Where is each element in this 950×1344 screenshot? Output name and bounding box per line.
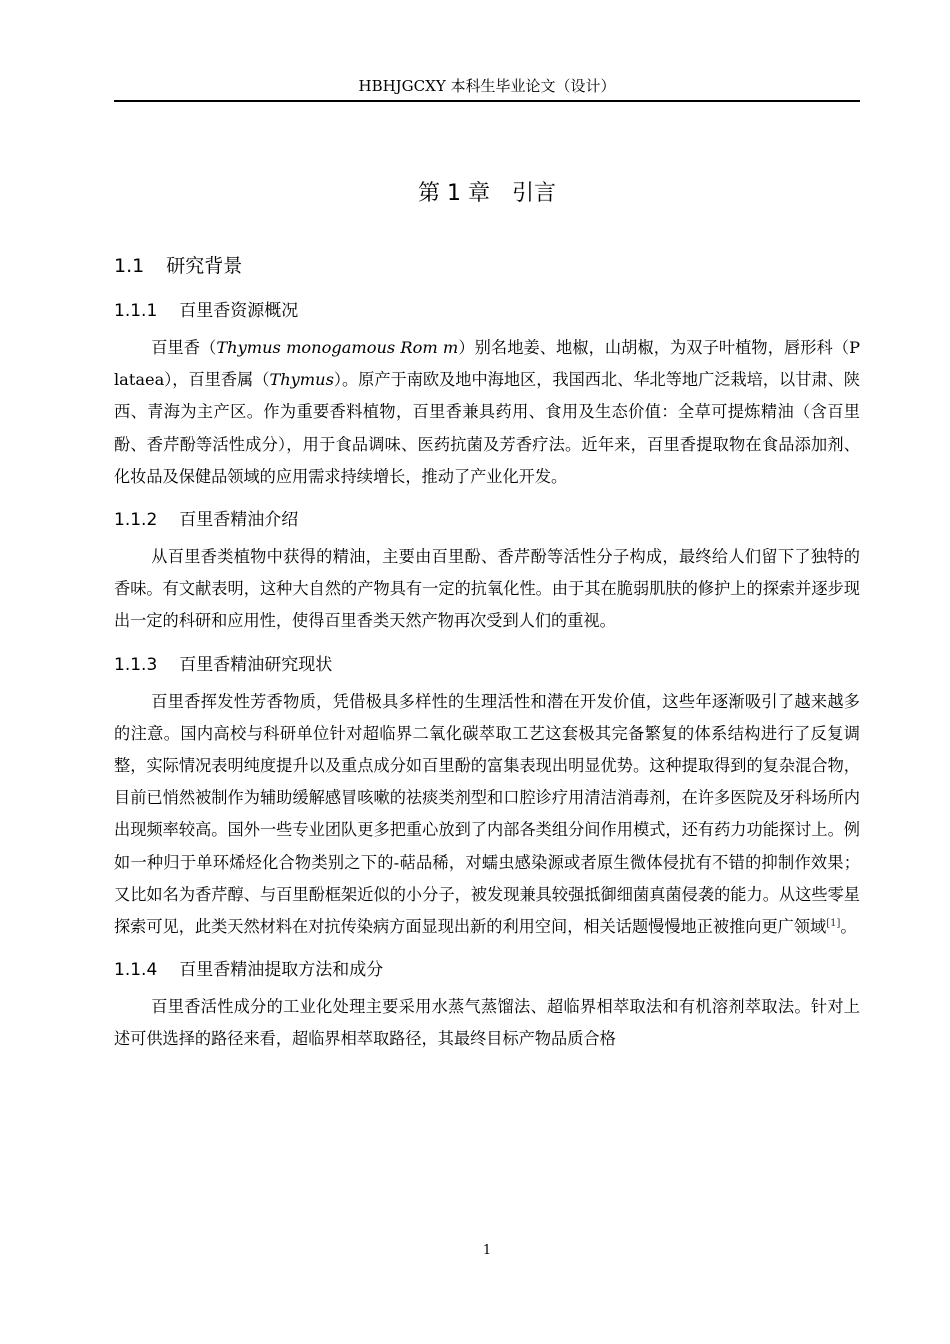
- subsection-heading-1-1-1: [114, 294, 860, 328]
- subsection-number: 1.1.1: [114, 301, 158, 321]
- section-title: 研究背景: [166, 255, 243, 277]
- citation-reference[interactable]: [1]: [826, 918, 841, 930]
- subsection-heading-1-1-4: [114, 953, 860, 987]
- running-header: HBHJGCXY 本科生毕业论文（设计）: [358, 77, 616, 95]
- subsection-title: 百里香精油提取方法和成分: [179, 960, 384, 981]
- subsection-heading-1-1-3: [114, 648, 860, 682]
- subsection-number: 1.1.4: [114, 960, 158, 981]
- header-rule: [114, 100, 860, 102]
- chapter-title: 第 1 章 引言: [418, 181, 556, 206]
- section-number: 1.1: [114, 255, 145, 277]
- subsection-title: 百里香精油介绍: [179, 510, 299, 531]
- text-run: 。: [840, 917, 857, 937]
- subsection-number: 1.1.2: [114, 510, 158, 531]
- subsection-title: 百里香资源概况: [179, 301, 299, 321]
- paragraph-1-1-1: [114, 332, 860, 493]
- paragraph-1-1-3: [114, 686, 860, 944]
- section-heading-1-1: [114, 248, 860, 284]
- main-content: [114, 248, 860, 1066]
- text-run: 百里香（: [151, 338, 217, 357]
- subsection-heading-1-1-2: [114, 503, 860, 537]
- subsection-title: 百里香精油研究现状: [179, 654, 333, 675]
- text-run: ）。原产于南欧及地中海地区，我国西北、华北等地广泛栽培，以甘肃、陕西、青海为主产区。作为重要香料植物，百里香兼具药用、食用及生态价值：全草可提炼精油（含百里酚、香芹酚等活性成分），用于食品调味、医药抗菌及芳香疗法。近年来，百里香提取物在食品添加剂、化妆品及保健品领域的应用需求持续增长，推动了产业化开发。: [114, 370, 860, 486]
- text-run: 百里香挥发性芳香物质，凭借极具多样性的生理活性和潜在开发价值，这些年逐渐吸引了越来越多的注意。国内高校与科研单位针对超临界二氧化碳萃取工艺这套极其完备繁复的体系结构进行了反复调整，实际情况表明纯度提升以及重点成分如百里酚的富集表现出明显优势。这种提取得到的复杂混合物，目前已悄然被制作为辅助缓解感冒咳嗽的祛痰类剂型和口腔诊疗用清洁消毒剂，在许多医院及牙科场所内出现频率较高。国外一些专业团队更多把重心放到了内部各类组分间作用模式，还有药力功能探讨上。例如一种归于单环烯烃化合物类别之下的-萜品稀，对蠕虫感染源或者原生微体侵扰有不错的抑制作效果；又比如名为香芹醇、与百里酚框架近似的小分子，被发现兼具较强抵御细菌真菌侵袭的能力。从这些零星探索可见，此类天然材料在对抗传染病方面显现出新的利用空间，相关话题慢慢地正被推向更广领域: [114, 691, 860, 937]
- paragraph-1-1-2: 从百里香类植物中获得的精油，主要由百里酚、香芹酚等活性分子构成，最终给人们留下了独特的香味。有文献表明，这种大自然的产物具有一定的抗氧化性。由于其在脆弱肌肤的修护上的探索并逐步现出一定的科研和应用性，使得百里香类天然产物再次受到人们的重视。: [114, 547, 860, 631]
- text-run: ）别名地姜、地椒，山胡椒，为双子叶植物，唇形科（Plataea），百里香属（: [114, 338, 860, 390]
- subsection-number: 1.1.3: [114, 654, 158, 675]
- paragraph-1-1-4: 百里香活性成分的工业化处理主要采用水蒸气蒸馏法、超临界相萃取法和有机溶剂萃取法。针对上述可供选择的路径来看，超临界相萃取路径，其最终目标产物品质合格: [114, 997, 860, 1049]
- latin-name: Thymus monogamous Rom m: [216, 338, 459, 357]
- latin-name: Thymus: [269, 370, 334, 390]
- page-number: 1: [482, 1243, 492, 1258]
